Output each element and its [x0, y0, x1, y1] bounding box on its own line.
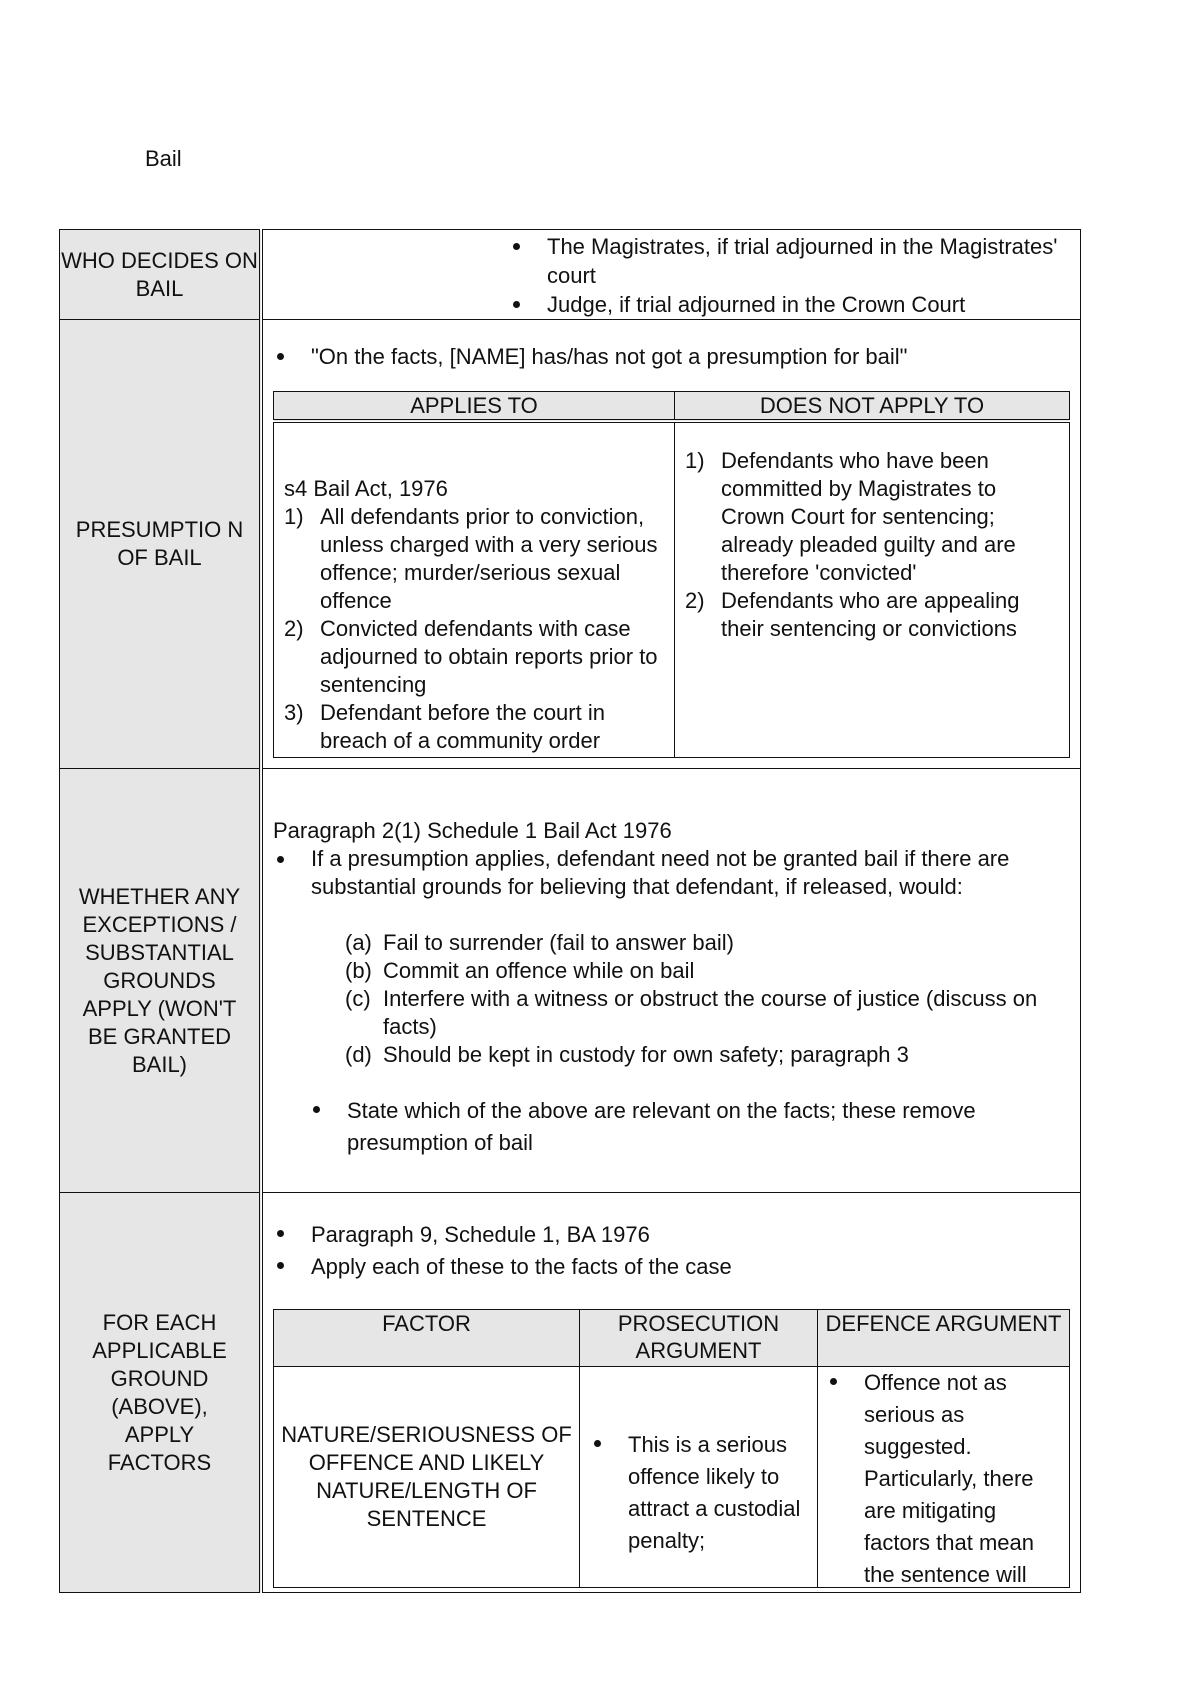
- applies-header: APPLIES TO: [274, 392, 675, 422]
- prosecution-header: PROSECUTION ARGUMENT: [580, 1310, 818, 1367]
- row-presumption: [60, 320, 1081, 769]
- label-who-decides: WHO DECIDES ON BAIL: [60, 230, 262, 320]
- ground-item: (c) Interfere with a witness or obstruct the course of justice (discuss on facts): [345, 986, 1038, 1039]
- content-exceptions: [261, 769, 1081, 1193]
- ground-item: (a) Fail to surrender (fail to answer bail): [345, 930, 734, 955]
- who-item-2: Judge, if trial adjourned in the Crown Court: [547, 290, 1080, 319]
- not-applies-item: 2) Defendants who are appealing their sentencing or convictions: [685, 588, 1020, 641]
- bail-table: [59, 229, 1081, 1593]
- content-factors: [261, 1193, 1081, 1593]
- defence-argument: Offence not as serious as suggested. Particularly, there are mitigating factors that mean the sentence will: [864, 1367, 1061, 1587]
- factor-cell: NATURE/SERIOUSNESS OF OFFENCE AND LIKELY NATURE/LENGTH OF SENTENCE: [274, 1367, 580, 1588]
- exceptions-source: Paragraph 2(1) Schedule 1 Bail Act 1976: [273, 818, 672, 843]
- grounds-list: [273, 929, 1060, 1069]
- applies-item: 1) All defendants prior to conviction, unless charged with a very serious offence; murder/serious sexual offence: [284, 504, 658, 613]
- ground-item: (b) Commit an offence while on bail: [345, 958, 695, 983]
- applies-cell: [274, 421, 675, 757]
- applies-source: s4 Bail Act, 1976: [284, 476, 448, 501]
- not-applies-header: DOES NOT APPLY TO: [675, 392, 1070, 422]
- defence-cell: [818, 1367, 1070, 1588]
- exceptions-note: State which of the above are relevant on the facts; these remove presumption of bail: [347, 1095, 1060, 1159]
- row-who-decides: [60, 230, 1081, 320]
- row-exceptions: [60, 769, 1081, 1193]
- row-factors: [60, 1193, 1081, 1593]
- label-exceptions: WHETHER ANY EXCEPTIONS / SUBSTANTIAL GROUNDS APPLY (WON'T BE GRANTED BAIL): [60, 769, 262, 1193]
- not-applies-cell: [675, 421, 1070, 757]
- ground-item: (d) Should be kept in custody for own safety; paragraph 3: [345, 1042, 909, 1067]
- content-who-decides: [261, 230, 1081, 320]
- factors-bullet-1: Paragraph 9, Schedule 1, BA 1976: [311, 1219, 1080, 1251]
- prosecution-argument: This is a serious offence likely to attract a custodial penalty;: [628, 1429, 809, 1557]
- presumption-table: [273, 391, 1070, 758]
- factor-header: FACTOR: [274, 1310, 580, 1367]
- label-factors: FOR EACH APPLICABLE GROUND (ABOVE), APPLY FACTORS: [60, 1193, 262, 1593]
- defence-header: DEFENCE ARGUMENT: [818, 1310, 1070, 1367]
- applies-item: 3) Defendant before the court in breach of a community order: [284, 700, 605, 753]
- presumption-intro: "On the facts, [NAME] has/has not got a presumption for bail": [311, 342, 1080, 371]
- prosecution-cell: [580, 1367, 818, 1588]
- applies-list: [284, 503, 664, 755]
- applies-item: 2) Convicted defendants with case adjourned to obtain reports prior to sentencing: [284, 616, 658, 697]
- factors-table: [273, 1309, 1070, 1588]
- exceptions-intro: If a presumption applies, defendant need not be granted bail if there are substantial grounds for believing that defendant, if released, would:: [311, 845, 1060, 901]
- factors-bullet-2: Apply each of these to the facts of the case: [311, 1251, 1080, 1283]
- content-presumption: [261, 320, 1081, 769]
- label-presumption: PRESUMPTIO N OF BAIL: [60, 320, 262, 769]
- who-item-1: The Magistrates, if trial adjourned in the Magistrates' court: [547, 232, 1080, 290]
- not-applies-list: [685, 447, 1057, 643]
- not-applies-item: 1) Defendants who have been committed by Magistrates to Crown Court for sentencing; already pleaded guilty and are therefore 'convicted': [685, 448, 1016, 585]
- document-title: Bail: [145, 146, 182, 171]
